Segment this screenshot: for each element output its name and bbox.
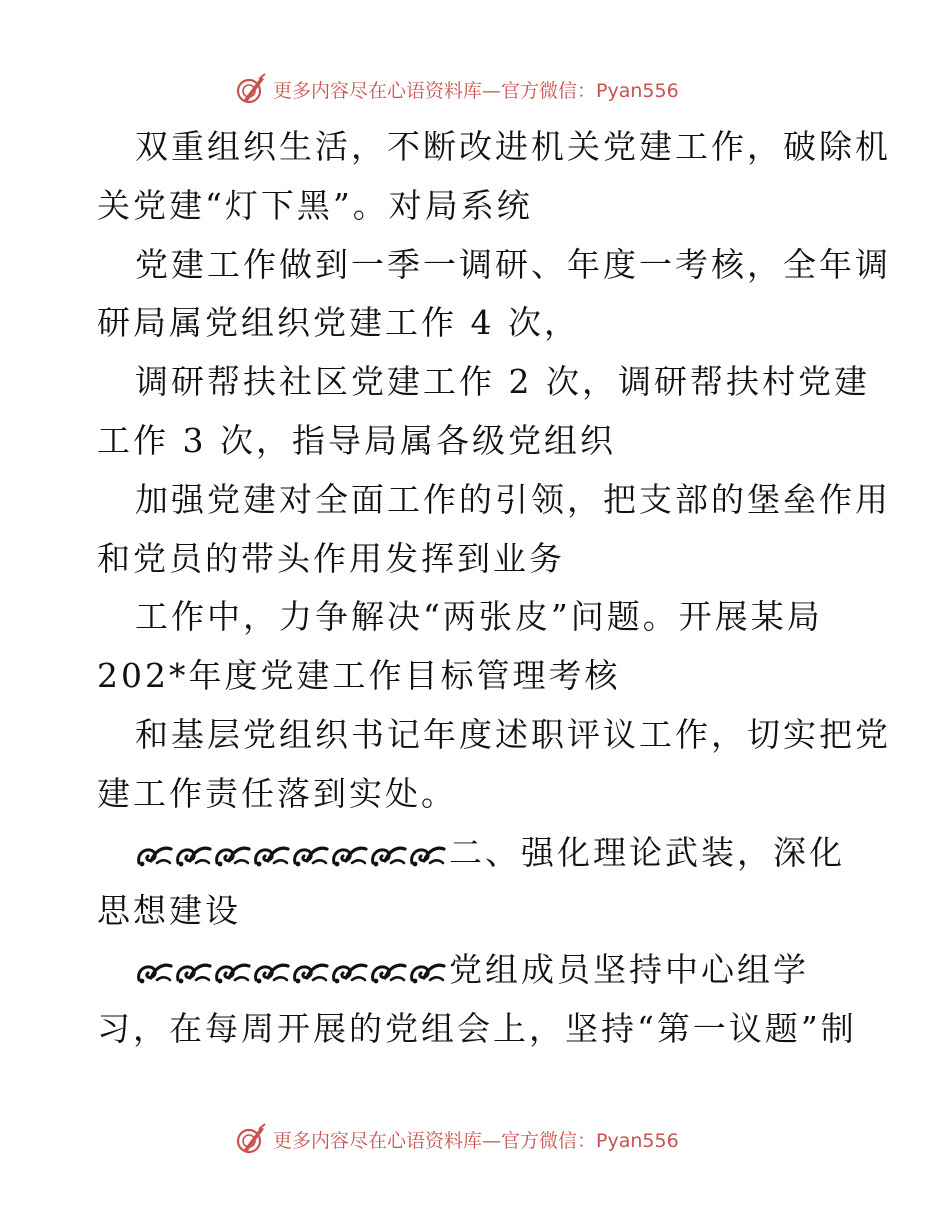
text-line-content: 习，在每周开展的党组会上，坚持“第一议题”制 — [97, 1008, 857, 1048]
watermark-text: 更多内容尽在心语资料库—官方微信：Pyan556 — [273, 1129, 679, 1152]
text-line — [97, 824, 857, 883]
quill-pen-logo-icon — [235, 1123, 267, 1155]
text-line-content: 双重组织生活，不断改进机关党建工作，破除机 — [135, 127, 891, 166]
text-line — [97, 647, 857, 706]
text-line — [97, 882, 857, 941]
watermark-id: Pyan556 — [596, 1129, 679, 1152]
text-line — [97, 412, 857, 471]
text-line-content: 工作 3 次，指导局属各级党组织 — [97, 420, 616, 460]
text-line — [97, 706, 891, 765]
text-line — [97, 177, 857, 236]
text-line-content: 党组成员坚持中心组学 — [449, 950, 809, 990]
text-line-content: 加强党建对全面工作的引领，把支部的堡垒作用 — [135, 479, 891, 519]
text-line — [97, 765, 857, 824]
swirl-ornament-icon — [135, 958, 447, 986]
text-line-content: 调研帮扶社区党建工作 2 次，调研帮扶村党建 — [135, 362, 870, 402]
text-line-content: 党建工作做到一季一调研、年度一考核，全年调 — [135, 244, 891, 284]
text-line — [97, 294, 857, 353]
text-line-content: 研局属党组织党建工作 4 次， — [97, 303, 580, 343]
text-line-content: 关党建“灯下黑”。对局系统 — [97, 185, 533, 225]
text-line — [97, 1000, 857, 1059]
document-body — [97, 118, 891, 1059]
swirl-ornament-icon — [135, 841, 447, 869]
text-line — [97, 588, 857, 647]
text-line — [97, 530, 857, 589]
text-line-content: 二、强化理论武装，深化 — [449, 832, 845, 872]
text-line — [97, 118, 891, 177]
text-line-content: 建工作责任落到实处。 — [97, 773, 457, 813]
watermark-id: Pyan556 — [596, 79, 679, 102]
text-line-content: 和党员的带头作用发挥到业务 — [97, 538, 565, 578]
text-line-content: 思想建设 — [97, 891, 241, 931]
quill-pen-logo-icon — [235, 73, 267, 105]
text-line-content: 工作中，力争解决“两张皮”问题。开展某局 — [135, 597, 823, 637]
text-line — [97, 236, 891, 295]
header-watermark — [235, 72, 679, 106]
text-line — [97, 353, 870, 412]
text-line-content: 202*年度党建工作目标管理考核 — [97, 656, 621, 696]
text-line — [97, 471, 891, 530]
text-line — [97, 941, 857, 1000]
text-line-content: 和基层党组织书记年度述职评议工作，切实把党 — [135, 714, 891, 754]
footer-watermark — [235, 1122, 679, 1156]
watermark-text: 更多内容尽在心语资料库—官方微信：Pyan556 — [273, 79, 679, 102]
